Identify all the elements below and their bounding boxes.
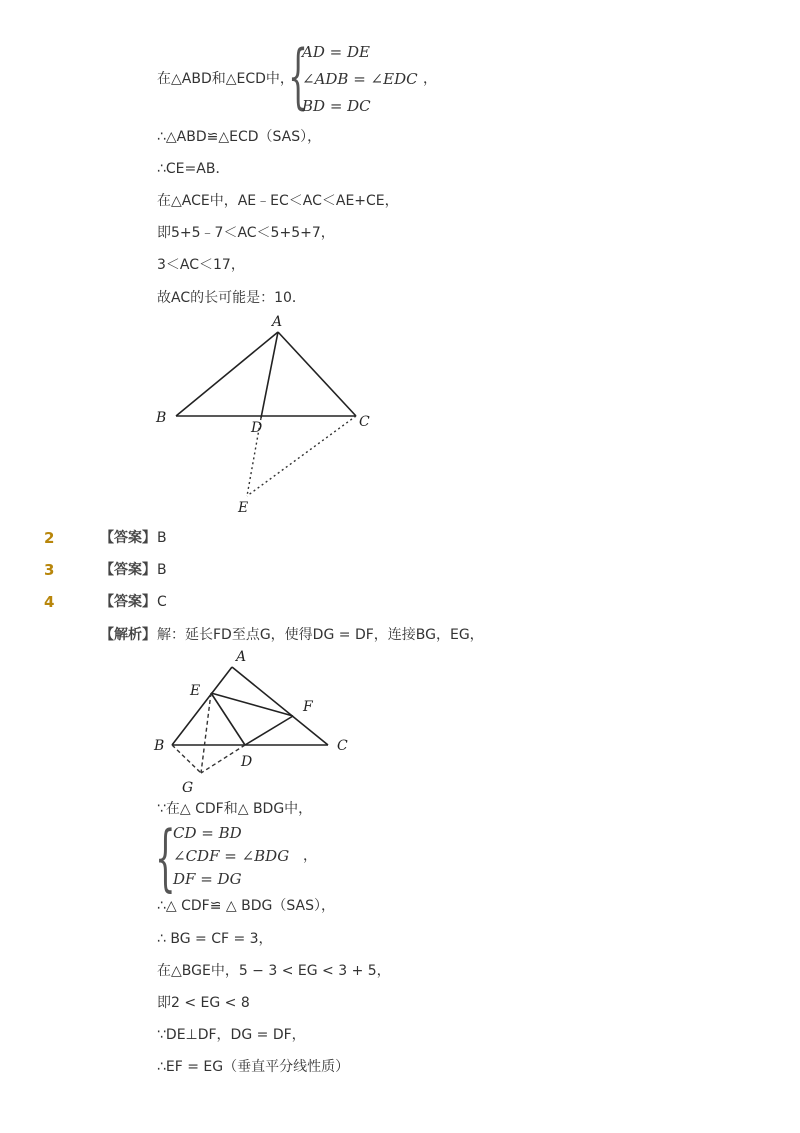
proof-line-5: 3＜AC＜17， [157, 257, 245, 273]
segment-ab [176, 332, 278, 416]
label-a: A [272, 314, 283, 330]
triangle-figure-2 [150, 645, 370, 800]
segment-bg-dashed [172, 745, 201, 773]
segment-ab [172, 667, 232, 745]
segment-ac [278, 332, 356, 416]
analysis-line-2: ∴ BG = CF = 3， [157, 931, 273, 947]
analysis-tag: 【解析】 [100, 627, 156, 643]
segment-df [245, 716, 293, 745]
system-eq-2: ∠ADB = ∠EDC [302, 70, 418, 88]
system-intro-text: 在△ABD和△ECD中， [157, 71, 294, 87]
system2-eq-2: ∠CDF = ∠BDG [173, 847, 290, 865]
label-f: F [303, 699, 313, 715]
segment-ac [232, 667, 328, 745]
label-g: G [182, 780, 194, 796]
answer-value-3: B [157, 562, 167, 578]
analysis-condition: ∵在△ CDF和△ BDG中， [157, 801, 313, 817]
proof-line-1: ∴△ABD≌△ECD（SAS）， [157, 129, 322, 145]
question-number-2: 2 [44, 529, 55, 547]
label-d: D [251, 420, 263, 436]
answer-tag-4: 【答案】 [100, 594, 156, 610]
label-b: B [154, 738, 165, 754]
label-c: C [337, 738, 348, 754]
question-number-3: 3 [44, 561, 55, 579]
system-eq-1: AD = DE [302, 43, 370, 61]
system2-tail: ， [303, 848, 317, 864]
triangle-figure-1 [150, 310, 390, 520]
answer-value-4: C [157, 594, 167, 610]
label-d: D [241, 754, 253, 770]
analysis-line-3: 在△BGE中，5 − 3 < EG < 3 + 5， [157, 963, 391, 979]
system2-eq-1: CD = BD [173, 824, 242, 842]
analysis-line-5: ∵DE⊥DF，DG = DF， [157, 1027, 306, 1043]
label-b: B [156, 410, 167, 426]
segment-ce-dashed [247, 416, 356, 496]
label-c: C [359, 414, 370, 430]
system-eq-3: BD = DC [302, 97, 371, 115]
analysis-line-4: 即2 < EG < 8 [157, 995, 250, 1011]
proof-line-3: 在△ACE中，AE﹣EC＜AC＜AE+CE， [157, 193, 399, 209]
system-brace-2: { [155, 815, 176, 899]
label-a: A [236, 649, 247, 665]
label-e: E [190, 683, 201, 699]
answer-tag-2: 【答案】 [100, 530, 156, 546]
segment-dg-dashed [201, 745, 245, 773]
proof-line-2: ∴CE=AB． [157, 161, 230, 177]
system-tail: ， [423, 71, 437, 87]
system-brace: { [288, 35, 309, 117]
question-number-4: 4 [44, 593, 55, 611]
answer-value-2: B [157, 530, 167, 546]
system2-eq-3: DF = DG [173, 870, 242, 888]
analysis-intro: 解：延长FD至点G，使得DG = DF，连接BG，EG， [157, 627, 484, 643]
analysis-line-6: ∴EF = EG（垂直平分线性质） [157, 1059, 350, 1075]
answer-tag-3: 【答案】 [100, 562, 156, 578]
label-e: E [238, 500, 249, 516]
proof-line-6: 故AC的长可能是：10． [157, 290, 306, 306]
analysis-line-1: ∴△ CDF≌ △ BDG（SAS）， [157, 898, 335, 914]
proof-line-4: 即5+5﹣7＜AC＜5+5+7， [157, 225, 335, 241]
